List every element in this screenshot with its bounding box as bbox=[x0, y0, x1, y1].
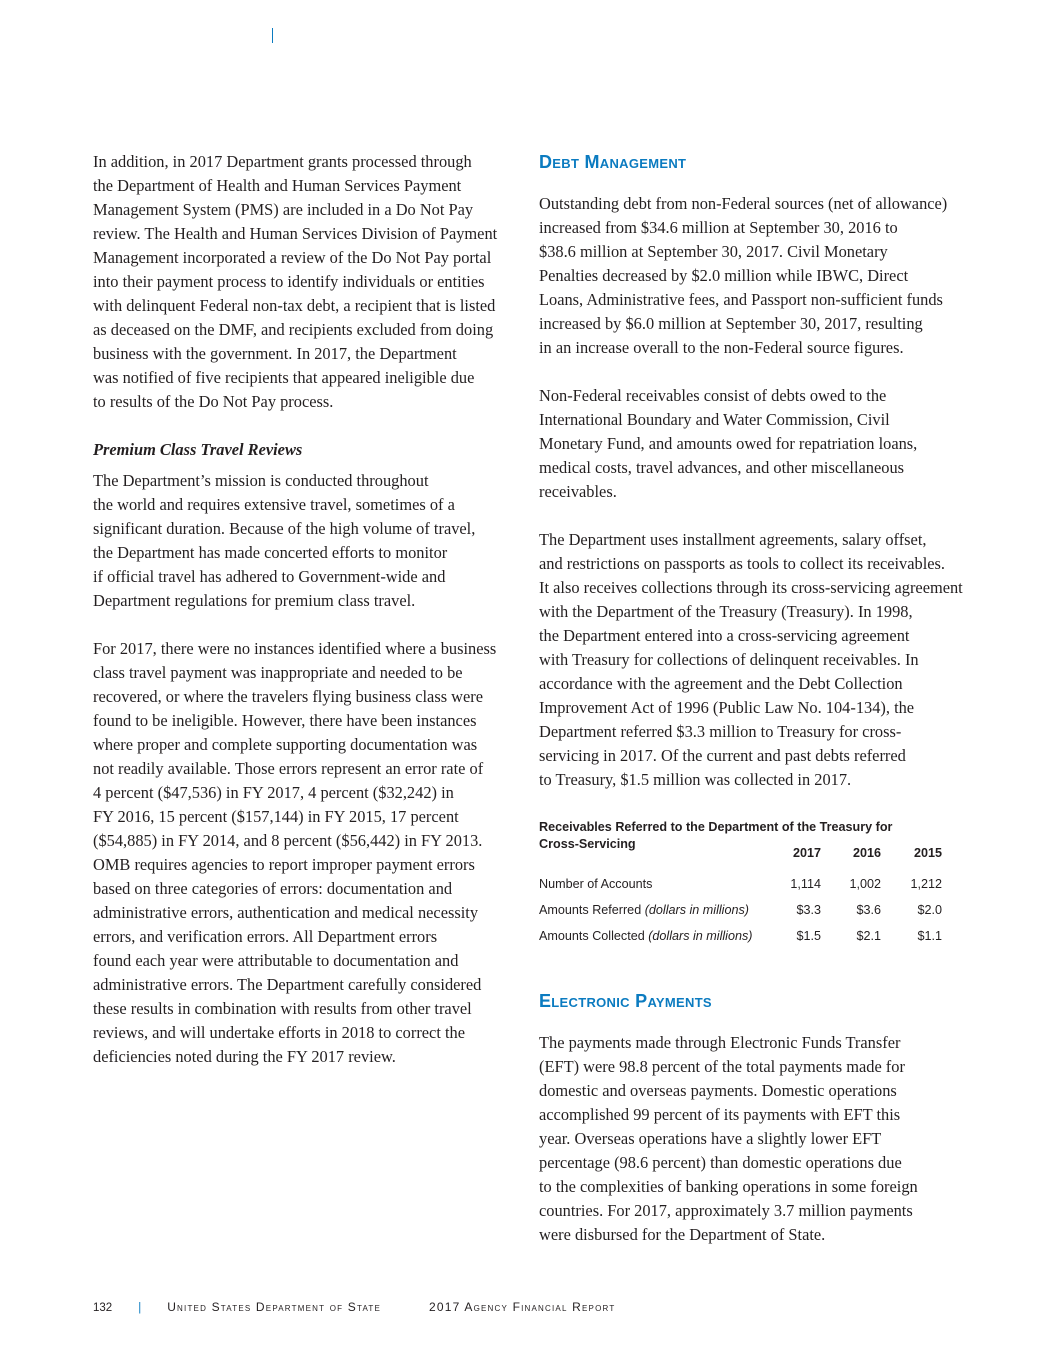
text-line: the Department entered into a cross-servicing agreement bbox=[539, 626, 910, 645]
text-line: found each year were attributable to documentation and bbox=[93, 951, 459, 970]
text-line: the world and requires extensive travel, sometimes of a bbox=[93, 495, 455, 514]
receivables-table-block bbox=[539, 819, 964, 949]
text-line: year. Overseas operations have a slightly lower EFT bbox=[539, 1129, 882, 1148]
left-column bbox=[93, 150, 513, 1069]
text-line: Department regulations for premium class travel. bbox=[93, 591, 416, 610]
electronic-payments-heading: Electronic Payments bbox=[539, 991, 712, 1011]
cell-value: $1.5 bbox=[796, 929, 821, 943]
text-line: where proper and complete supporting documentation was bbox=[93, 735, 478, 754]
table-row bbox=[539, 871, 942, 897]
text-line: accomplished 99 percent of its payments with EFT this bbox=[539, 1105, 901, 1124]
text-line: servicing in 2017. Of the current and past debts referred bbox=[539, 746, 906, 765]
text-line: and restrictions on passports as tools to collect its receivables. bbox=[539, 554, 946, 573]
text-line: Management System (PMS) are included in a Do Not Pay bbox=[93, 200, 474, 219]
text-line: with the Department of the Treasury (Treasury). In 1998, bbox=[539, 602, 913, 621]
text-line: International Boundary and Water Commission, Civil bbox=[539, 410, 890, 429]
text-line: Non-Federal receivables consist of debts owed to the bbox=[539, 386, 887, 405]
receivables-table bbox=[539, 843, 942, 949]
text-line: administrative errors, authentication and medical necessity bbox=[93, 903, 479, 922]
text-line: to the complexities of banking operations in some foreign bbox=[539, 1177, 918, 1196]
text-line: 4 percent ($47,536) in FY 2017, 4 percent ($32,242) in bbox=[93, 783, 454, 802]
row-label-text: Number of Accounts bbox=[539, 877, 653, 891]
text-line: accordance with the agreement and the Debt Collection bbox=[539, 674, 903, 693]
text-line: medical costs, travel advances, and other miscellaneous bbox=[539, 458, 905, 477]
text-line: Management incorporated a review of the Do Not Pay portal bbox=[93, 248, 492, 267]
text-line: domestic and overseas payments. Domestic operations bbox=[539, 1081, 897, 1100]
text-line: as deceased on the DMF, and recipients excluded from doing bbox=[93, 320, 494, 339]
text-line: was notified of five recipients that appeared ineligible due bbox=[93, 368, 475, 387]
text-line: It also receives collections through its cross-servicing agreement bbox=[539, 578, 963, 597]
text-line: to Treasury, $1.5 million was collected in 2017. bbox=[539, 770, 852, 789]
text-line: deficiencies noted during the FY 2017 review. bbox=[93, 1047, 396, 1066]
text-line: found to be ineligible. However, there have been instances bbox=[93, 711, 477, 730]
text-line: ($54,885) in FY 2014, and 8 percent ($56,442) in FY 2013. bbox=[93, 831, 483, 850]
year-header: 2016 bbox=[852, 846, 881, 860]
travel-mission-paragraph bbox=[93, 469, 513, 613]
text-line: were disbursed for the Department of State. bbox=[539, 1225, 826, 1244]
collection-tools-paragraph bbox=[539, 528, 964, 792]
footer-org: United States Department of State bbox=[167, 1300, 382, 1314]
text-line: (EFT) were 98.8 percent of the total payments made for bbox=[539, 1057, 905, 1076]
table-row bbox=[539, 897, 942, 923]
text-line: based on three categories of errors: documentation and bbox=[93, 879, 453, 898]
text-line: In addition, in 2017 Department grants processed through bbox=[93, 152, 472, 171]
debt-outstanding-paragraph bbox=[539, 192, 964, 360]
row-unit: (dollars in millions) bbox=[644, 903, 749, 917]
text-line: not readily available. Those errors represent an error rate of bbox=[93, 759, 484, 778]
header-rule-mark bbox=[272, 28, 273, 43]
text-line: Improvement Act of 1996 (Public Law No. 104-134), the bbox=[539, 698, 915, 717]
footer-separator: | bbox=[138, 1302, 142, 1314]
text-line: administrative errors. The Department carefully considered bbox=[93, 975, 482, 994]
spacer-cell bbox=[539, 863, 942, 871]
cell-value: $3.6 bbox=[856, 903, 881, 917]
text-line: these results in combination with results from other travel bbox=[93, 999, 472, 1018]
text-line: countries. For 2017, approximately 3.7 million payments bbox=[539, 1201, 913, 1220]
year-header: 2015 bbox=[913, 846, 942, 860]
text-line: in an increase overall to the non-Federal source figures. bbox=[539, 338, 904, 357]
text-line: FY 2016, 15 percent ($157,144) in FY 2015, 17 percent bbox=[93, 807, 459, 826]
text-line: if official travel has adhered to Government-wide and bbox=[93, 567, 446, 586]
cell-value: $1.1 bbox=[917, 929, 942, 943]
text-line: For 2017, there were no instances identified where a business bbox=[93, 639, 497, 658]
text-line: Department referred $3.3 million to Treasury for cross- bbox=[539, 722, 902, 741]
text-line: The Department’s mission is conducted throughout bbox=[93, 471, 429, 490]
text-line: with delinquent Federal non-tax debt, a recipient that is listed bbox=[93, 296, 496, 315]
text-line: The Department uses installment agreements, salary offset, bbox=[539, 530, 927, 549]
text-line: to results of the Do Not Pay process. bbox=[93, 392, 334, 411]
table-title-line: Cross-Servicing bbox=[539, 837, 636, 851]
intro-paragraph bbox=[93, 150, 513, 414]
eft-paragraph bbox=[539, 1031, 964, 1247]
text-line: percentage (98.6 percent) than domestic operations due bbox=[539, 1153, 902, 1172]
cell-value: 1,114 bbox=[790, 877, 821, 891]
row-label bbox=[539, 871, 769, 897]
year-header: 2017 bbox=[792, 846, 821, 860]
text-line: significant duration. Because of the high volume of travel, bbox=[93, 519, 476, 538]
nonfederal-receivables-paragraph bbox=[539, 384, 964, 504]
text-line: Monetary Fund, and amounts owed for repatriation loans, bbox=[539, 434, 918, 453]
text-line: into their payment process to identify individuals or entities bbox=[93, 272, 485, 291]
text-line: increased by $6.0 million at September 30, 2017, resulting bbox=[539, 314, 923, 333]
premium-class-travel-subheading: Premium Class Travel Reviews bbox=[93, 440, 303, 459]
text-line: Loans, Administrative fees, and Passport non-sufficient funds bbox=[539, 290, 943, 309]
text-line: the Department of Health and Human Services Payment bbox=[93, 176, 462, 195]
text-line: Penalties decreased by $2.0 million while IBWC, Direct bbox=[539, 266, 909, 285]
text-line: The payments made through Electronic Funds Transfer bbox=[539, 1033, 901, 1052]
cell-value: $2.1 bbox=[856, 929, 881, 943]
text-line: with Treasury for collections of delinquent receivables. In bbox=[539, 650, 919, 669]
text-line: business with the government. In 2017, the Department bbox=[93, 344, 457, 363]
text-line: $38.6 million at September 30, 2017. Civil Monetary bbox=[539, 242, 888, 261]
row-label bbox=[539, 923, 769, 949]
right-column bbox=[539, 150, 964, 1247]
travel-findings-paragraph bbox=[93, 637, 513, 1069]
text-line: increased from $34.6 million at September 30, 2016 to bbox=[539, 218, 898, 237]
footer-report-title: 2017 Agency Financial Report bbox=[429, 1300, 616, 1314]
text-line: reviews, and will undertake efforts in 2018 to correct the bbox=[93, 1023, 466, 1042]
row-unit: (dollars in millions) bbox=[648, 929, 753, 943]
debt-management-heading: Debt Management bbox=[539, 152, 687, 172]
cell-value: 1,212 bbox=[910, 877, 942, 891]
cell-value: 1,002 bbox=[849, 877, 881, 891]
row-label bbox=[539, 897, 769, 923]
text-line: the Department has made concerted efforts to monitor bbox=[93, 543, 448, 562]
page-number: 132 bbox=[93, 1302, 113, 1314]
row-label-text: Amounts Referred bbox=[539, 903, 645, 917]
text-line: errors, and verification errors. All Department errors bbox=[93, 927, 438, 946]
text-line: receivables. bbox=[539, 482, 617, 501]
text-line: review. The Health and Human Services Division of Payment bbox=[93, 224, 498, 243]
table-row bbox=[539, 863, 942, 871]
text-line: class travel payment was inappropriate and needed to be bbox=[93, 663, 463, 682]
row-label-text: Amounts Collected bbox=[539, 929, 649, 943]
cell-value: $2.0 bbox=[917, 903, 942, 917]
text-line: Outstanding debt from non-Federal sources (net of allowance) bbox=[539, 194, 948, 213]
table-title-line: Receivables Referred to the Department of the Treasury for bbox=[539, 820, 893, 834]
table-row bbox=[539, 923, 942, 949]
page-footer bbox=[93, 1300, 615, 1314]
text-line: recovered, or where the travelers flying business class were bbox=[93, 687, 484, 706]
cell-value: $3.3 bbox=[796, 903, 821, 917]
text-line: OMB requires agencies to report improper payment errors bbox=[93, 855, 475, 874]
